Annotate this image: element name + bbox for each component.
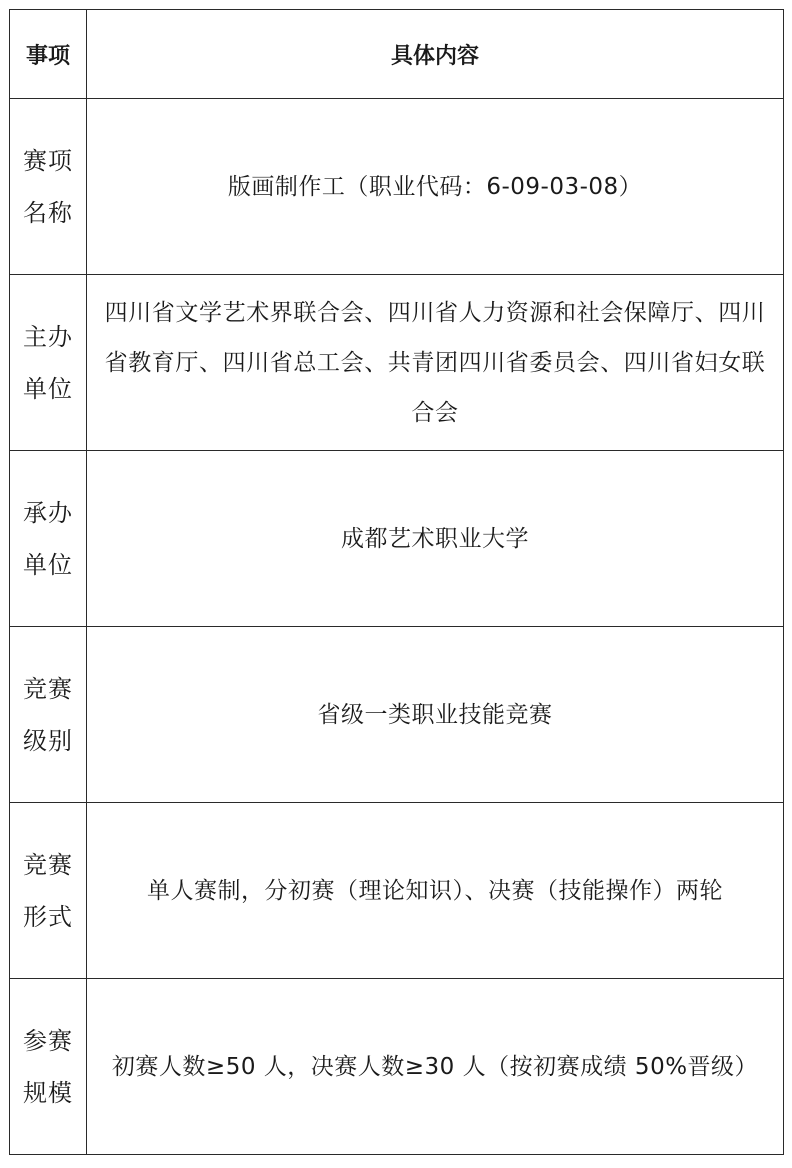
row-content: 四川省文学艺术界联合会、四川省人力资源和社会保障厅、四川省教育厅、四川省总工会、共青团四川省委员会、四川省妇女联合会 [87, 275, 784, 451]
row-label [10, 99, 87, 275]
row-label [10, 979, 87, 1155]
row-content: 初赛人数≥50 人，决赛人数≥30 人（按初赛成绩 50%晋级） [87, 979, 784, 1155]
row-label [10, 451, 87, 627]
row-label-line1: 参赛 [23, 1026, 73, 1055]
header-label-cell: 事项 [10, 10, 87, 99]
table-row-host [10, 451, 784, 627]
table-row-event-name [10, 99, 784, 275]
row-label-line2: 规模 [23, 1078, 73, 1107]
row-label [10, 275, 87, 451]
row-content: 版画制作工（职业代码：6-09-03-08） [87, 99, 784, 275]
row-label [10, 803, 87, 979]
row-content: 单人赛制，分初赛（理论知识）、决赛（技能操作）两轮 [87, 803, 784, 979]
row-label-line1: 竞赛 [23, 850, 73, 879]
row-label-line1: 主办 [23, 322, 73, 351]
row-label-line1: 竞赛 [23, 674, 73, 703]
row-content: 成都艺术职业大学 [87, 451, 784, 627]
header-content-cell: 具体内容 [87, 10, 784, 99]
row-content: 省级一类职业技能竞赛 [87, 627, 784, 803]
row-label-line2: 形式 [23, 902, 73, 931]
row-label [10, 627, 87, 803]
table-row-scale [10, 979, 784, 1155]
table-header-row [10, 10, 784, 99]
row-label-line1: 赛项 [23, 146, 73, 175]
row-label-line2: 名称 [23, 198, 73, 227]
table-row-organizer [10, 275, 784, 451]
row-label-line1: 承办 [23, 498, 73, 527]
competition-info-table [9, 9, 784, 1155]
table-row-format [10, 803, 784, 979]
row-label-line2: 单位 [23, 550, 73, 579]
row-label-line2: 单位 [23, 374, 73, 403]
table-row-level [10, 627, 784, 803]
row-label-line2: 级别 [23, 726, 73, 755]
